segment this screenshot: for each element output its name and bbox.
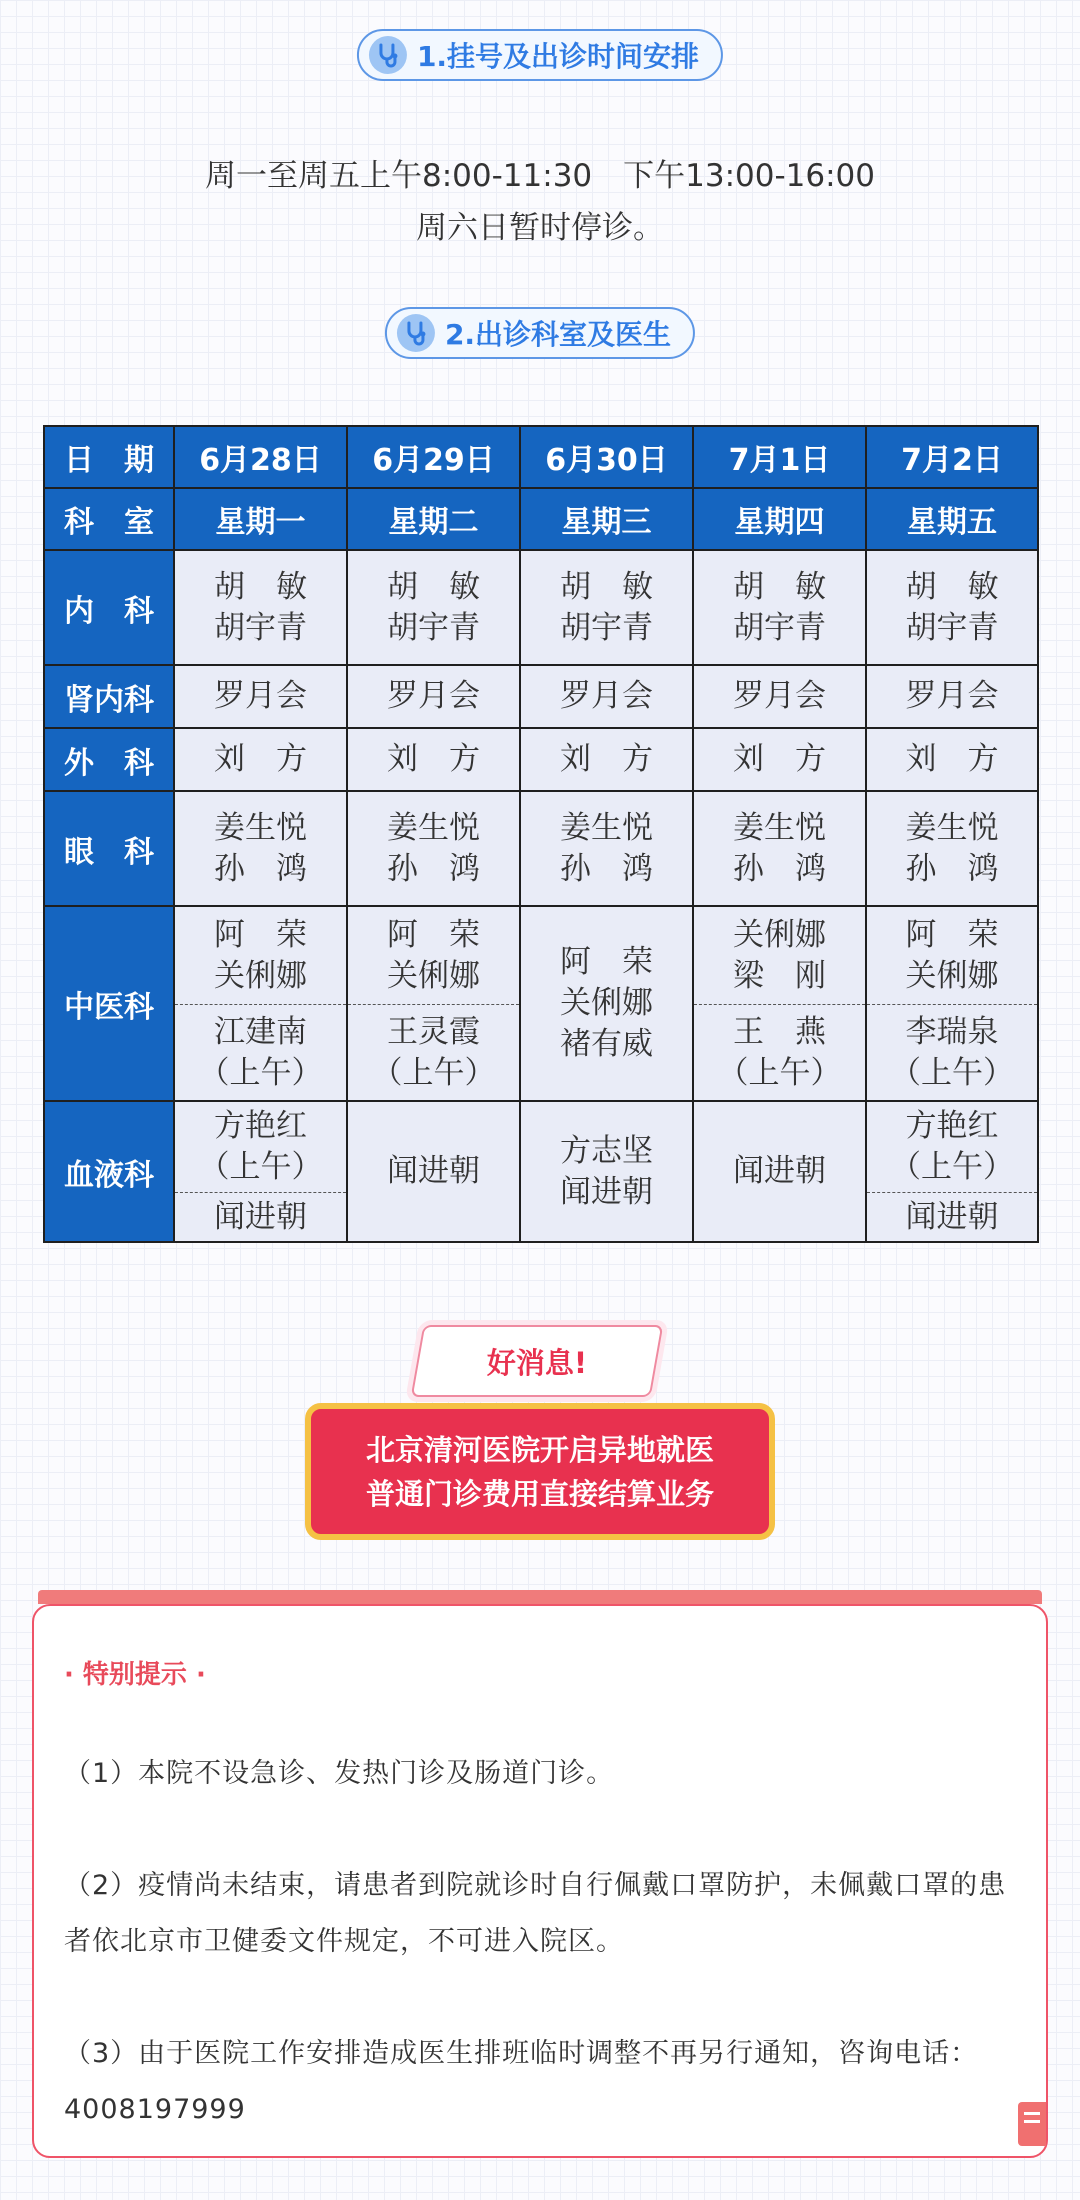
- dept-name: 内 科: [44, 550, 174, 665]
- doctor-name: 褚有威: [560, 1026, 653, 1062]
- morning-afternoon-block: [867, 907, 1037, 1005]
- schedule-cell: [347, 1101, 520, 1242]
- morning-afternoon-block: [175, 907, 346, 1005]
- doctor-name: 孙 鸿: [733, 850, 826, 887]
- session-note: （上午）: [717, 1054, 842, 1091]
- schedule-cell: [866, 1101, 1038, 1242]
- date-header: 7月1日: [693, 426, 866, 488]
- doctor-name: 闻进朝: [214, 1198, 307, 1235]
- table-row: [44, 728, 1038, 791]
- notice-title: · 特别提示 ·: [64, 1660, 206, 1690]
- schedule-cell: [693, 906, 866, 1101]
- stethoscope-icon: [397, 314, 435, 352]
- doctor-name: 胡宇青: [214, 609, 307, 646]
- doctor-name: 闻进朝: [733, 1153, 826, 1189]
- stethoscope-icon: [369, 36, 407, 74]
- doctor-name: 胡 敏: [733, 568, 826, 605]
- doctor-name: 关俐娜: [733, 916, 826, 953]
- schedule-cell: 刘 方: [866, 728, 1038, 791]
- schedule-cell: [520, 1101, 693, 1242]
- notice-top-bar: [38, 1590, 1042, 1604]
- doctor-name: 关俐娜: [905, 957, 999, 994]
- session-note: （上午）: [371, 1054, 496, 1091]
- date-header: 6月28日: [174, 426, 347, 488]
- doctor-name: 胡 敏: [560, 568, 653, 605]
- special-notice-card: [32, 1604, 1048, 2158]
- morning-only-block: [694, 1005, 865, 1100]
- good-news-tag-text: 好消息!: [486, 1345, 588, 1380]
- dept-header-label: 科 室: [44, 488, 174, 550]
- doctor-name: 胡宇青: [733, 609, 826, 646]
- weekday-header: 星期五: [866, 488, 1038, 550]
- schedule-cell: [693, 1101, 866, 1242]
- doctor-name: 姜生悦: [560, 809, 653, 846]
- doctor-name: 梁 刚: [733, 957, 826, 994]
- table-row: [44, 906, 1038, 1101]
- schedule-cell: 刘 方: [693, 728, 866, 791]
- morning-only-block: [867, 1102, 1037, 1193]
- bookmark-icon[interactable]: [1018, 2102, 1046, 2146]
- notice-item: （1）本院不设急诊、发热门诊及肠道门诊。: [64, 1758, 615, 1789]
- schedule-cell: 罗月会: [174, 665, 347, 728]
- doctor-name: 闻进朝: [387, 1153, 480, 1189]
- good-news-box: [305, 1403, 775, 1540]
- good-news-tag: [411, 1325, 664, 1397]
- schedule-cell: 罗月会: [347, 665, 520, 728]
- morning-only-block: [175, 1102, 346, 1193]
- table-row: [44, 791, 1038, 906]
- dept-name: 肾内科: [44, 665, 174, 728]
- table-row: [44, 550, 1038, 665]
- doctor-name: 姜生悦: [214, 809, 307, 846]
- session-note: （上午）: [890, 1054, 1014, 1091]
- doctor-name: 王 燕: [733, 1013, 826, 1050]
- doctor-name: 方艳红: [214, 1108, 307, 1144]
- schedule-cell: [520, 791, 693, 906]
- schedule-cell: 刘 方: [520, 728, 693, 791]
- schedule-cell: [693, 550, 866, 665]
- session-note: （上午）: [890, 1149, 1014, 1185]
- dept-name: 眼 科: [44, 791, 174, 906]
- morning-only-block: [867, 1005, 1037, 1100]
- schedule-cell: 刘 方: [347, 728, 520, 791]
- doctor-name: 阿 荣: [387, 916, 480, 953]
- schedule-cell: [174, 1101, 347, 1242]
- doctor-name: 江建南: [214, 1013, 307, 1050]
- schedule-cell: [347, 791, 520, 906]
- date-header: 6月30日: [520, 426, 693, 488]
- doctor-name: 胡 敏: [905, 568, 999, 605]
- doctor-name: 胡 敏: [387, 568, 480, 605]
- schedule-cell: [347, 906, 520, 1101]
- schedule-cell: [520, 906, 693, 1101]
- weekday-header: 星期一: [174, 488, 347, 550]
- doctor-name: 阿 荣: [905, 916, 999, 953]
- schedule-cell: [174, 791, 347, 906]
- section-1-title: 1.挂号及出诊时间安排: [416, 40, 700, 73]
- schedule-cell: 罗月会: [693, 665, 866, 728]
- schedule-cell: [693, 791, 866, 906]
- doctor-name: 方艳红: [905, 1108, 999, 1144]
- session-note: （上午）: [198, 1149, 323, 1185]
- doctor-name: 阿 荣: [214, 916, 307, 953]
- section-2-title: 2.出诊科室及医生: [444, 318, 672, 351]
- table-row: [44, 665, 1038, 728]
- date-header-row: [44, 426, 1038, 488]
- morning-afternoon-block: [348, 907, 519, 1005]
- schedule-table: [43, 425, 1039, 1243]
- notice-item: （3）由于医院工作安排造成医生排班临时调整不再另行通知，咨询电话：4008197999: [64, 2038, 979, 2125]
- dept-name: 中医科: [44, 906, 174, 1101]
- weekday-header-row: [44, 488, 1038, 550]
- doctor-name: 姜生悦: [905, 809, 999, 846]
- section-2-heading: [385, 307, 695, 359]
- doctor-name: 孙 鸿: [560, 850, 653, 887]
- dept-name: 血液科: [44, 1101, 174, 1242]
- schedule-cell: [347, 550, 520, 665]
- session-note: （上午）: [198, 1054, 323, 1091]
- doctor-name: 李瑞泉: [905, 1013, 999, 1050]
- full-day-block: [175, 1193, 346, 1241]
- doctor-name: 胡宇青: [560, 609, 653, 646]
- doctor-name: 阿 荣: [560, 944, 653, 980]
- doctor-name: 关俐娜: [387, 957, 480, 994]
- schedule-cell: [520, 550, 693, 665]
- doctor-name: 姜生悦: [387, 809, 480, 846]
- date-header: 6月29日: [347, 426, 520, 488]
- doctor-name: 王灵霞: [387, 1013, 480, 1050]
- dept-name: 外 科: [44, 728, 174, 791]
- doctor-name: 胡 敏: [214, 568, 307, 605]
- doctor-name: 孙 鸿: [214, 850, 307, 887]
- weekday-header: 星期三: [520, 488, 693, 550]
- hours-line-2: 周六日暂时停诊。: [416, 210, 664, 246]
- doctor-name: 孙 鸿: [387, 850, 480, 887]
- notice-item: （2）疫情尚未结束，请患者到院就诊时自行佩戴口罩防护，未佩戴口罩的患者依北京市卫健委文件规定，不可进入院区。: [64, 1870, 1007, 1957]
- doctor-name: 关俐娜: [560, 985, 653, 1021]
- schedule-cell: [174, 550, 347, 665]
- table-row: [44, 1101, 1038, 1242]
- doctor-name: 闻进朝: [905, 1198, 999, 1235]
- schedule-cell: 刘 方: [174, 728, 347, 791]
- good-news-banner: [305, 1325, 775, 1540]
- schedule-cell: [174, 906, 347, 1101]
- date-header: 7月2日: [866, 426, 1038, 488]
- doctor-name: 关俐娜: [214, 957, 307, 994]
- doctor-name: 胡宇青: [387, 609, 480, 646]
- morning-only-block: [175, 1005, 346, 1100]
- doctor-name: 方志坚: [560, 1132, 653, 1169]
- schedule-cell: 罗月会: [866, 665, 1038, 728]
- doctor-name: 闻进朝: [560, 1173, 653, 1210]
- hours-line-1: 周一至周五上午8:00-11:30 下午13:00-16:00: [205, 158, 875, 194]
- schedule-cell: [866, 906, 1038, 1101]
- good-news-line: 普通门诊费用直接结算业务: [365, 1476, 714, 1511]
- doctor-name: 胡宇青: [905, 609, 999, 646]
- schedule-cell: [866, 791, 1038, 906]
- morning-only-block: [348, 1005, 519, 1100]
- date-header-label: 日 期: [44, 426, 174, 488]
- schedule-cell: [866, 550, 1038, 665]
- good-news-line: 北京清河医院开启异地就医: [365, 1432, 714, 1467]
- section-1-heading: [357, 29, 723, 81]
- doctor-name: 姜生悦: [733, 809, 826, 846]
- schedule-cell: 罗月会: [520, 665, 693, 728]
- full-day-block: [867, 1193, 1037, 1241]
- weekday-header: 星期四: [693, 488, 866, 550]
- morning-afternoon-block: [694, 907, 865, 1005]
- doctor-name: 孙 鸿: [905, 850, 999, 887]
- weekday-header: 星期二: [347, 488, 520, 550]
